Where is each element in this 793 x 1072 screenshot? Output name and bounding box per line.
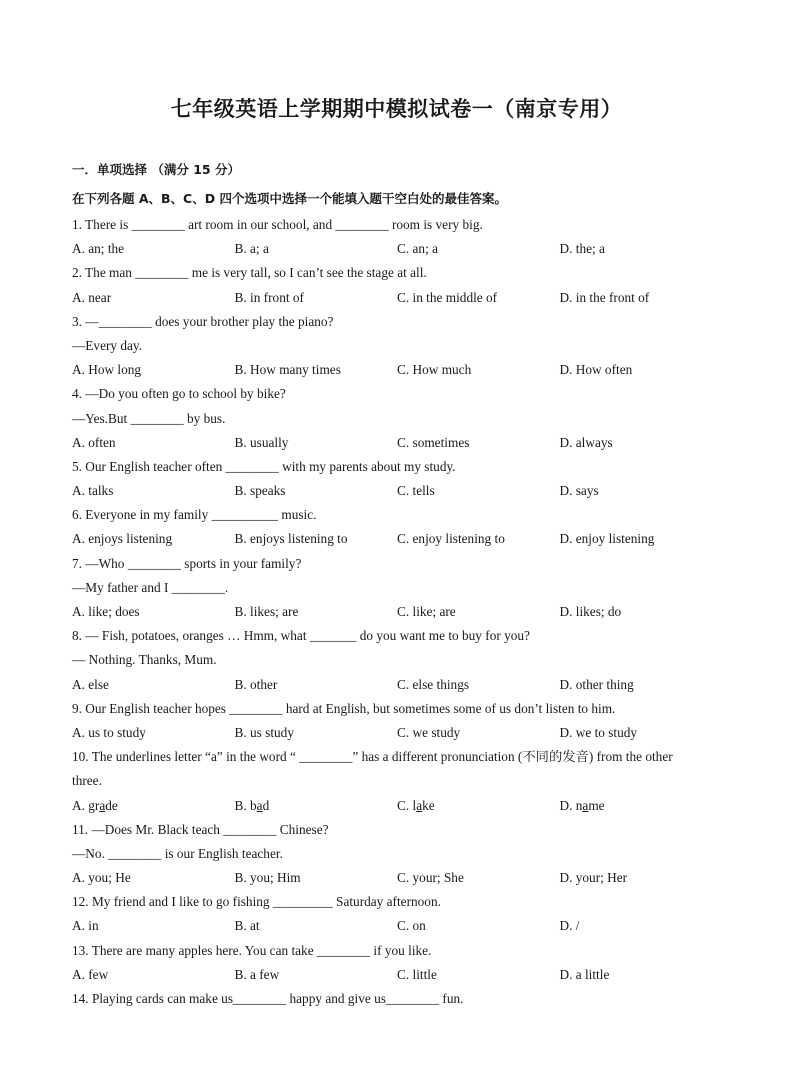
question-6 xyxy=(72,503,732,551)
option-text-suffix: d xyxy=(262,797,270,813)
question-4 xyxy=(72,382,732,455)
question-stem: 6. Everyone in my family __________ music. xyxy=(72,507,317,523)
answer-option: C. we study xyxy=(397,724,461,740)
answer-option: C. like; are xyxy=(397,604,456,619)
answer-option xyxy=(235,794,398,818)
question-dialogue-line: — Nothing. Thanks, Mum. xyxy=(72,652,217,668)
option-row xyxy=(72,673,732,697)
answer-option: B. at xyxy=(234,918,260,934)
answer-option: B. a few xyxy=(234,966,280,982)
option-text-prefix: B. b xyxy=(234,797,257,813)
answer-option: C. else things xyxy=(397,676,470,692)
answer-option: B. enjoys listening to xyxy=(234,531,348,547)
option-row xyxy=(72,914,732,938)
option-text-suffix: me xyxy=(588,797,605,813)
question-10 xyxy=(72,745,732,818)
answer-option xyxy=(72,794,235,818)
question-1 xyxy=(72,213,732,261)
option-row xyxy=(72,600,732,624)
answer-option: B. How many times xyxy=(234,362,341,378)
answer-option: C. on xyxy=(397,918,426,934)
question-stem: 8. — Fish, potatoes, oranges … Hmm, what _______ do you want me to buy for you? xyxy=(72,628,530,644)
question-stem: 12. My friend and I like to go fishing _________ Saturday afternoon. xyxy=(72,894,441,910)
question-stem: 10. The underlines letter “a” in the word “ ________” has a different pronunciation (不同的发音) from the other xyxy=(72,749,673,765)
question-2 xyxy=(72,261,732,309)
question-3 xyxy=(72,310,732,383)
answer-option: D. your; Her xyxy=(559,870,628,886)
question-dialogue-line: —No. ________ is our English teacher. xyxy=(72,845,283,861)
question-dialogue-line: —Every day. xyxy=(72,337,143,353)
answer-option: A. often xyxy=(72,434,116,450)
question-9 xyxy=(72,697,732,745)
question-13 xyxy=(72,939,732,987)
answer-option: D. we to study xyxy=(559,724,638,740)
answer-option: D. a little xyxy=(559,966,610,982)
answer-option: B. in front of xyxy=(234,289,304,305)
question-11 xyxy=(72,818,732,891)
question-dialogue-line: —Yes.But ________ by bus. xyxy=(72,410,226,426)
option-row xyxy=(72,286,732,310)
answer-option: C. sometimes xyxy=(397,434,470,450)
option-text-suffix: de xyxy=(105,797,118,813)
answer-option: D. How often xyxy=(559,362,633,378)
question-stem: 7. —Who ________ sports in your family? xyxy=(72,555,302,571)
answer-option: B. us study xyxy=(234,724,294,740)
underlined-letter: a xyxy=(99,797,106,813)
question-list xyxy=(72,213,732,1011)
section-heading: 一．单项选择 （满分 15 分） xyxy=(72,162,240,177)
question-14 xyxy=(72,987,732,1011)
instructions: 在下列各题 A、B、C、D 四个选项中选择一个能填入题干空白处的最佳答案。 xyxy=(72,191,507,206)
option-row xyxy=(72,358,732,382)
option-text-prefix: D. n xyxy=(559,797,583,813)
answer-option: B. other xyxy=(234,676,278,692)
question-dialogue-line: —My father and I ________. xyxy=(72,579,229,595)
answer-option: B. speaks xyxy=(234,483,286,499)
option-row xyxy=(72,527,732,551)
answer-option: A. How long xyxy=(72,362,142,378)
answer-option: A. talks xyxy=(72,483,114,499)
answer-option: A. enjoys listening xyxy=(72,531,173,547)
option-row xyxy=(72,431,732,455)
answer-option: D. likes; do xyxy=(559,604,622,619)
answer-option: C. an; a xyxy=(397,241,438,257)
answer-option: A. in xyxy=(72,918,99,934)
question-stem: 1. There is ________ art room in our school, and ________ room is very big. xyxy=(72,217,483,232)
underlined-letter: a xyxy=(582,797,589,813)
answer-option: B. likes; are xyxy=(234,604,299,619)
question-stem: 11. —Does Mr. Black teach ________ Chinese? xyxy=(72,821,329,837)
answer-option: C. enjoy listening to xyxy=(397,531,505,547)
answer-option: C. tells xyxy=(397,483,435,499)
option-row xyxy=(72,866,732,890)
option-text-prefix: C. l xyxy=(397,797,417,813)
answer-option: C. in the middle of xyxy=(397,289,498,305)
answer-option: A. an; the xyxy=(72,241,125,257)
answer-option: B. usually xyxy=(234,434,289,450)
answer-option: A. like; does xyxy=(72,604,140,619)
question-5 xyxy=(72,455,732,503)
question-stem: 14. Playing cards can make us________ happy and give us________ fun. xyxy=(72,991,464,1006)
answer-option: A. you; He xyxy=(72,870,131,886)
question-stem: 3. —________ does your brother play the piano? xyxy=(72,313,334,329)
answer-option: D. in the front of xyxy=(559,289,650,305)
answer-option: C. your; She xyxy=(397,870,464,886)
answer-option: D. always xyxy=(559,434,613,450)
option-text-prefix: A. gr xyxy=(72,797,100,813)
answer-option: C. little xyxy=(397,966,437,982)
question-dialogue-line: three. xyxy=(72,773,102,789)
answer-option: D. enjoy listening xyxy=(559,531,655,547)
answer-option: D. the; a xyxy=(559,241,605,257)
option-text-suffix: ke xyxy=(422,797,435,813)
page-title: 七年级英语上学期期中模拟试卷一（南京专用） xyxy=(170,97,623,121)
answer-option: A. us to study xyxy=(72,724,146,740)
answer-option: A. few xyxy=(72,966,109,982)
answer-option xyxy=(560,794,723,818)
option-row xyxy=(72,963,732,987)
underlined-letter: a xyxy=(416,797,423,813)
answer-option: A. near xyxy=(72,289,112,305)
question-stem: 9. Our English teacher hopes ________ hard at English, but sometimes some of us don’t listen to him. xyxy=(72,700,616,716)
option-row xyxy=(72,721,732,745)
question-stem: 4. —Do you often go to school by bike? xyxy=(72,386,286,402)
question-stem: 5. Our English teacher often ________ with my parents about my study. xyxy=(72,458,456,474)
question-12 xyxy=(72,890,732,938)
answer-option: A. else xyxy=(72,676,109,692)
question-8 xyxy=(72,624,732,697)
option-row xyxy=(72,479,732,503)
question-stem: 2. The man ________ me is very tall, so I can’t see the stage at all. xyxy=(72,265,427,281)
answer-option: D. other thing xyxy=(559,676,634,692)
option-row xyxy=(72,794,732,818)
underlined-letter: a xyxy=(256,797,263,813)
answer-option: D. says xyxy=(559,483,599,499)
question-stem: 13. There are many apples here. You can take ________ if you like. xyxy=(72,942,432,958)
answer-option: B. you; Him xyxy=(234,870,301,886)
question-7 xyxy=(72,552,732,625)
answer-option xyxy=(397,794,560,818)
option-row xyxy=(72,237,732,261)
answer-option: D. / xyxy=(559,918,580,934)
answer-option: B. a; a xyxy=(234,241,269,257)
answer-option: C. How much xyxy=(397,362,472,378)
